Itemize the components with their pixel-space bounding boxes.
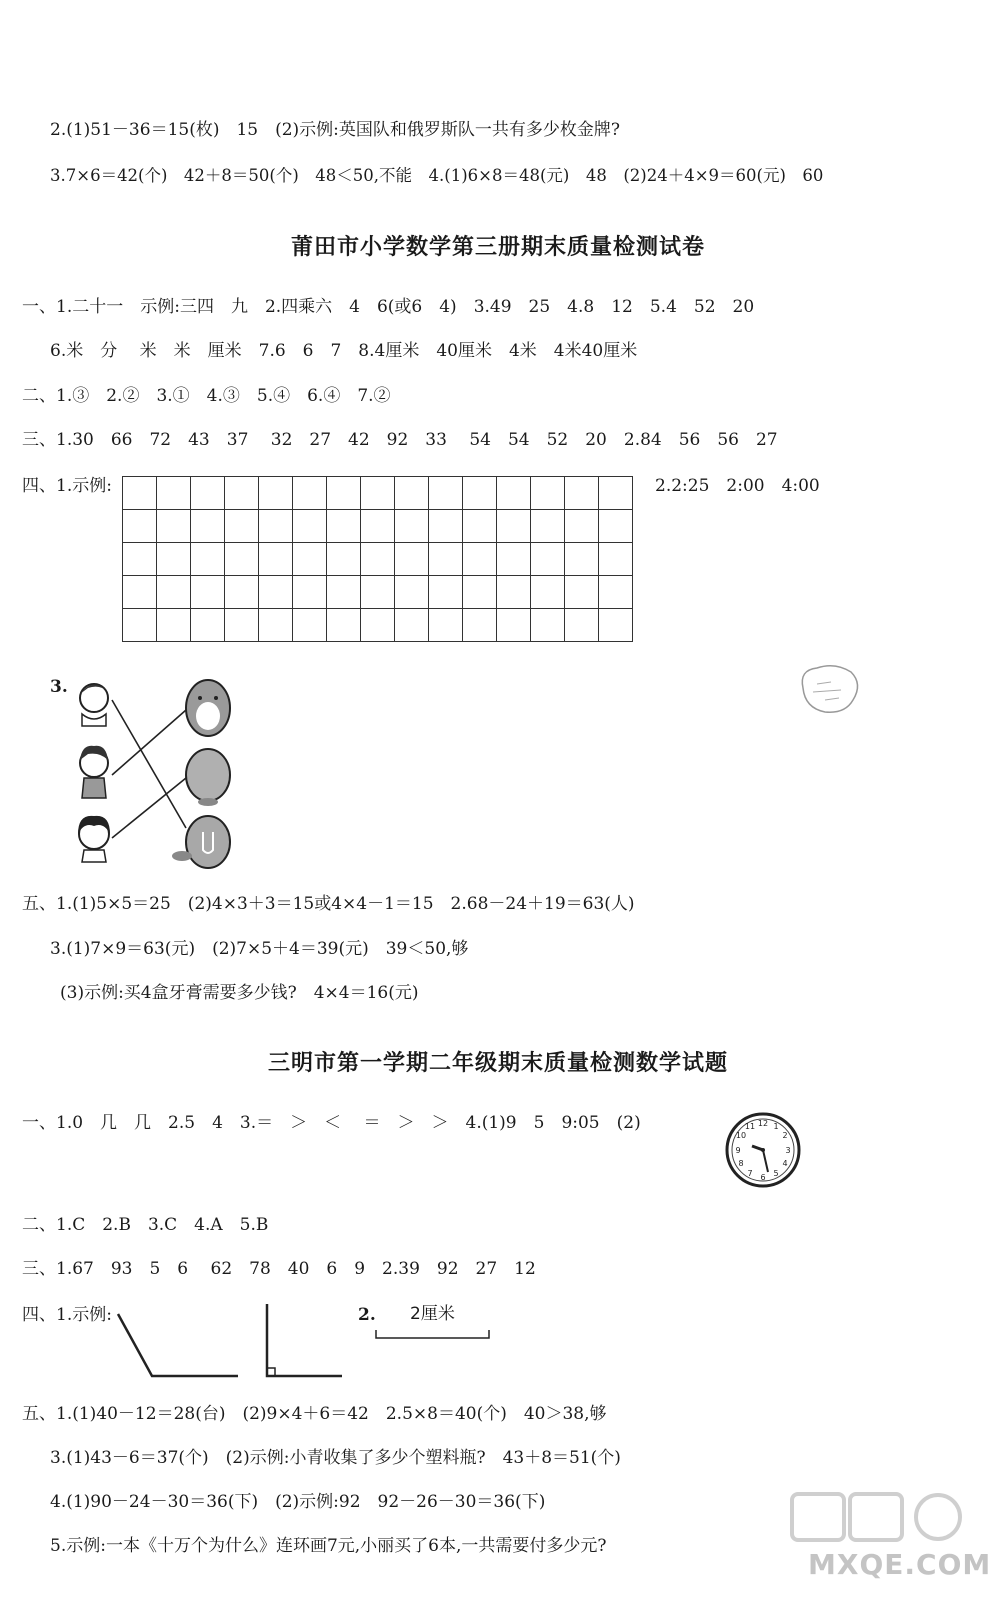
answer-line: 二、1.③ 2.② 3.① 4.③ 5.④ 6.④ 7.②: [22, 386, 391, 406]
answer-line: (3)示例:买4盒牙膏需要多少钱? 4×4＝16(元): [60, 983, 419, 1003]
svg-text:12: 12: [757, 1119, 769, 1128]
stamp-icon: [795, 660, 865, 720]
answer-line: 4.(1)90－24－30＝36(下) (2)示例:92 92－26－30＝36(下): [50, 1492, 546, 1512]
svg-text:6: 6: [760, 1173, 766, 1182]
svg-text:2: 2: [782, 1131, 788, 1140]
segment-length-label: 2厘米: [410, 1304, 455, 1324]
svg-text:4: 4: [782, 1159, 788, 1168]
watermark-logo-icon: [788, 1490, 978, 1550]
answer-grid: [122, 476, 633, 642]
svg-text:10: 10: [735, 1131, 747, 1140]
answer-line: 2.(1)51－36＝15(枚) 15 (2)示例:英国队和俄罗斯队一共有多少枚金牌?: [50, 120, 621, 140]
answer-line: 五、1.(1)5×5＝25 (2)4×3＋3＝15或4×4－1＝15 2.68－24＋19＝63(人): [22, 894, 635, 914]
answer-line: 5.示例:一本《十万个为什么》连环画7元,小丽买了6本,一共需要付多少元?: [50, 1536, 607, 1556]
svg-text:1: 1: [773, 1122, 779, 1131]
section-title: 三明市第一学期二年级期末质量检测数学试题: [267, 1051, 728, 1076]
svg-text:8: 8: [738, 1159, 744, 1168]
answer-line-label: 四、1.示例:: [22, 476, 112, 496]
answer-line: 一、1.0 几 几 2.5 4 3.＝ ＞ ＜ ＝ ＞ ＞ 4.(1)9 5 9:05 (2): [22, 1113, 641, 1133]
boy-face-icon: [80, 746, 108, 798]
answer-line: 三、1.30 66 72 43 37 32 27 42 92 33 54 54 52 20 2.84 56 56 27: [22, 430, 778, 450]
beaver-icon: [172, 816, 230, 868]
bear-icon: [186, 680, 230, 736]
answer-line: 二、1.C 2.B 3.C 4.A 5.B: [22, 1215, 269, 1235]
section-title: 莆田市小学数学第三册期末质量检测试卷: [290, 235, 705, 260]
answer-line: 2.2:25 2:00 4:00: [655, 476, 820, 496]
question-number: 2.: [358, 1305, 376, 1325]
svg-text:9: 9: [735, 1146, 741, 1155]
answer-line: 6.米 分 米 米 厘米 7.6 6 7 8.4厘米 40厘米 4米 4米40厘米: [50, 341, 638, 361]
svg-text:7: 7: [747, 1169, 753, 1178]
matching-illustration: [60, 670, 250, 870]
answer-line: 一、1.二十一 示例:三四 九 2.四乘六 4 6(或6 4) 3.49 25 4.8 12 5.4 52 20: [22, 297, 755, 317]
svg-text:11: 11: [744, 1122, 756, 1131]
answer-line: 三、1.67 93 5 6 62 78 40 6 9 2.39 92 27 12: [22, 1259, 536, 1279]
bear-icon: [186, 749, 230, 806]
answer-line: 五、1.(1)40－12＝28(台) (2)9×4＋6＝42 2.5×8＝40(个) 40＞38,够: [22, 1404, 607, 1424]
boy-face-icon: [80, 684, 108, 726]
svg-text:3: 3: [785, 1146, 791, 1155]
answer-line-label: 四、1.示例:: [22, 1305, 112, 1325]
watermark-text: MXQE.COM: [808, 1548, 992, 1581]
girl-face-icon: [78, 816, 110, 862]
answer-line: 3.(1)7×9＝63(元) (2)7×5＋4＝39(元) 39＜50,够: [50, 939, 469, 959]
svg-text:5: 5: [773, 1169, 779, 1178]
answer-line: 3.(1)43－6＝37(个) (2)示例:小青收集了多少个塑料瓶? 43＋8＝51(个): [50, 1448, 621, 1468]
question-number: 3.: [50, 677, 68, 697]
answer-line: 3.7×6＝42(个) 42＋8＝50(个) 48＜50,不能 4.(1)6×8＝48(元) 48 (2)24＋4×9＝60(元) 60: [50, 166, 824, 185]
clock-icon: [724, 1110, 802, 1190]
